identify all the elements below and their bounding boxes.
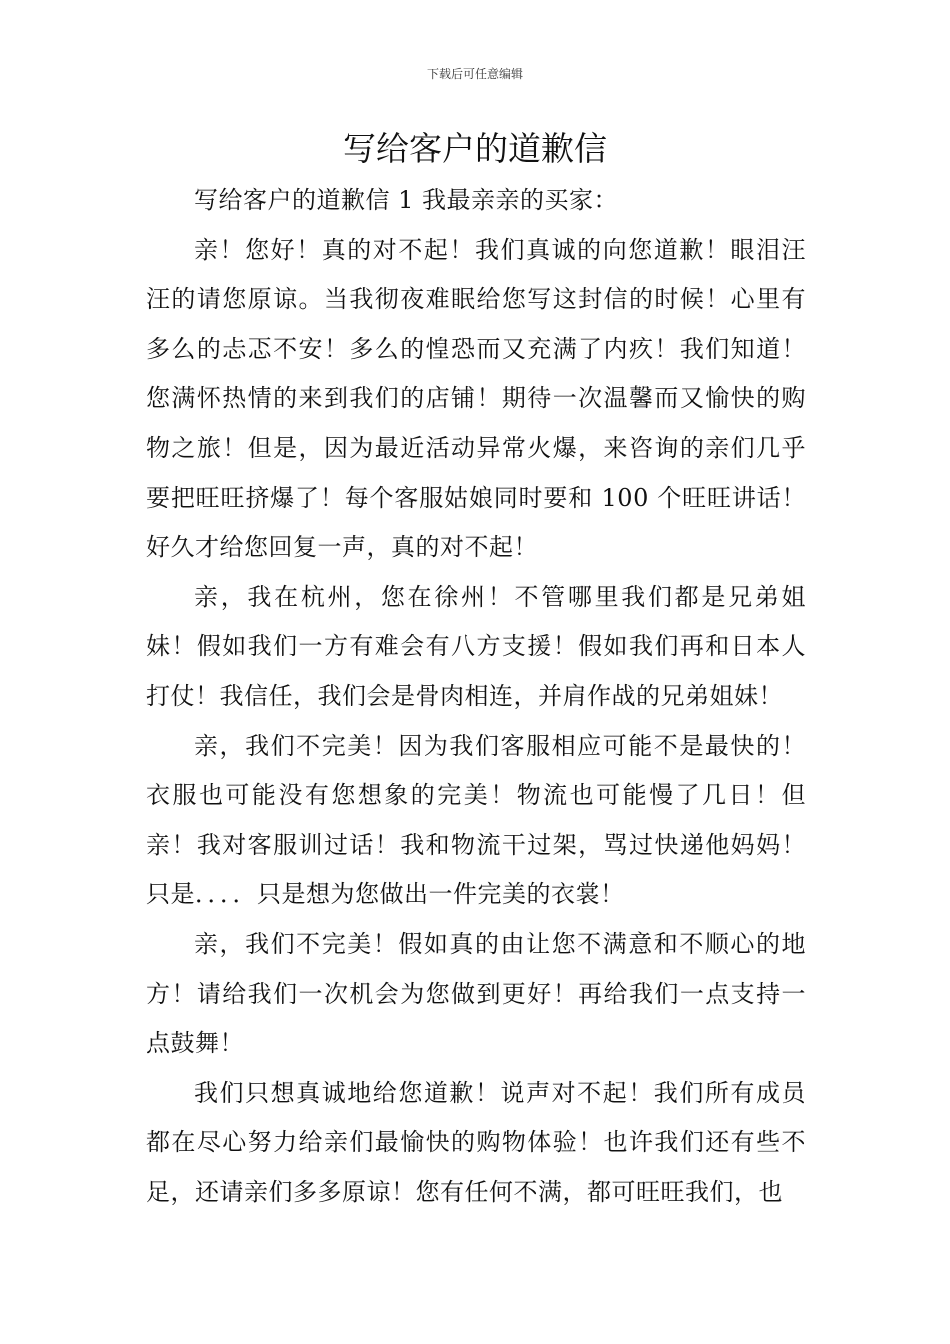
paragraph-salutation: 写给客户的道歉信 1 我最亲亲的买家： [194, 186, 619, 214]
paragraph: 亲，我们不完美！假如真的由让您不满意和不顺心的地方！请给我们一次机会为您做到更好！再给我们一点支持一点鼓舞！ [146, 929, 806, 1058]
document-body [146, 176, 806, 1217]
paragraph: 亲，我们不完美！因为我们客服相应可能不是最快的！衣服也可能没有您想象的完美！物流也可能慢了几日！但亲！我对客服训过话！我和物流干过架，骂过快递他妈妈！只是．．．．只是想为您做出一件完美的衣裳！ [146, 731, 806, 909]
header-note: 下载后可任意编辑 [426, 67, 523, 81]
paragraph: 亲！您好！真的对不起！我们真诚的向您道歉！眼泪汪汪的请您原谅。当我彻夜难眠给您写这封信的时候！心里有多么的忐忑不安！多么的惶恐而又充满了内疚！我们知道！您满怀热情的来到我们的店铺！期待一次温馨而又愉快的购物之旅！但是，因为最近活动异常火爆，来咨询的亲们几乎要把旺旺挤爆了！每个客服姑娘同时要和 100 个旺旺讲话！好久才给您回复一声，真的对不起！ [146, 235, 806, 562]
paragraph: 我们只想真诚地给您道歉！说声对不起！我们所有成员都在尽心努力给亲们最愉快的购物体验！也许我们还有些不足，还请亲们多多原谅！您有任何不满，都可旺旺我们，也 [146, 1078, 806, 1206]
paragraph: 亲，我在杭州，您在徐州！不管哪里我们都是兄弟姐妹！假如我们一方有难会有八方支援！假如我们再和日本人打仗！我信任，我们会是骨肉相连，并肩作战的兄弟姐妹！ [146, 582, 806, 710]
document-title: 写给客户的道歉信 [343, 129, 607, 168]
